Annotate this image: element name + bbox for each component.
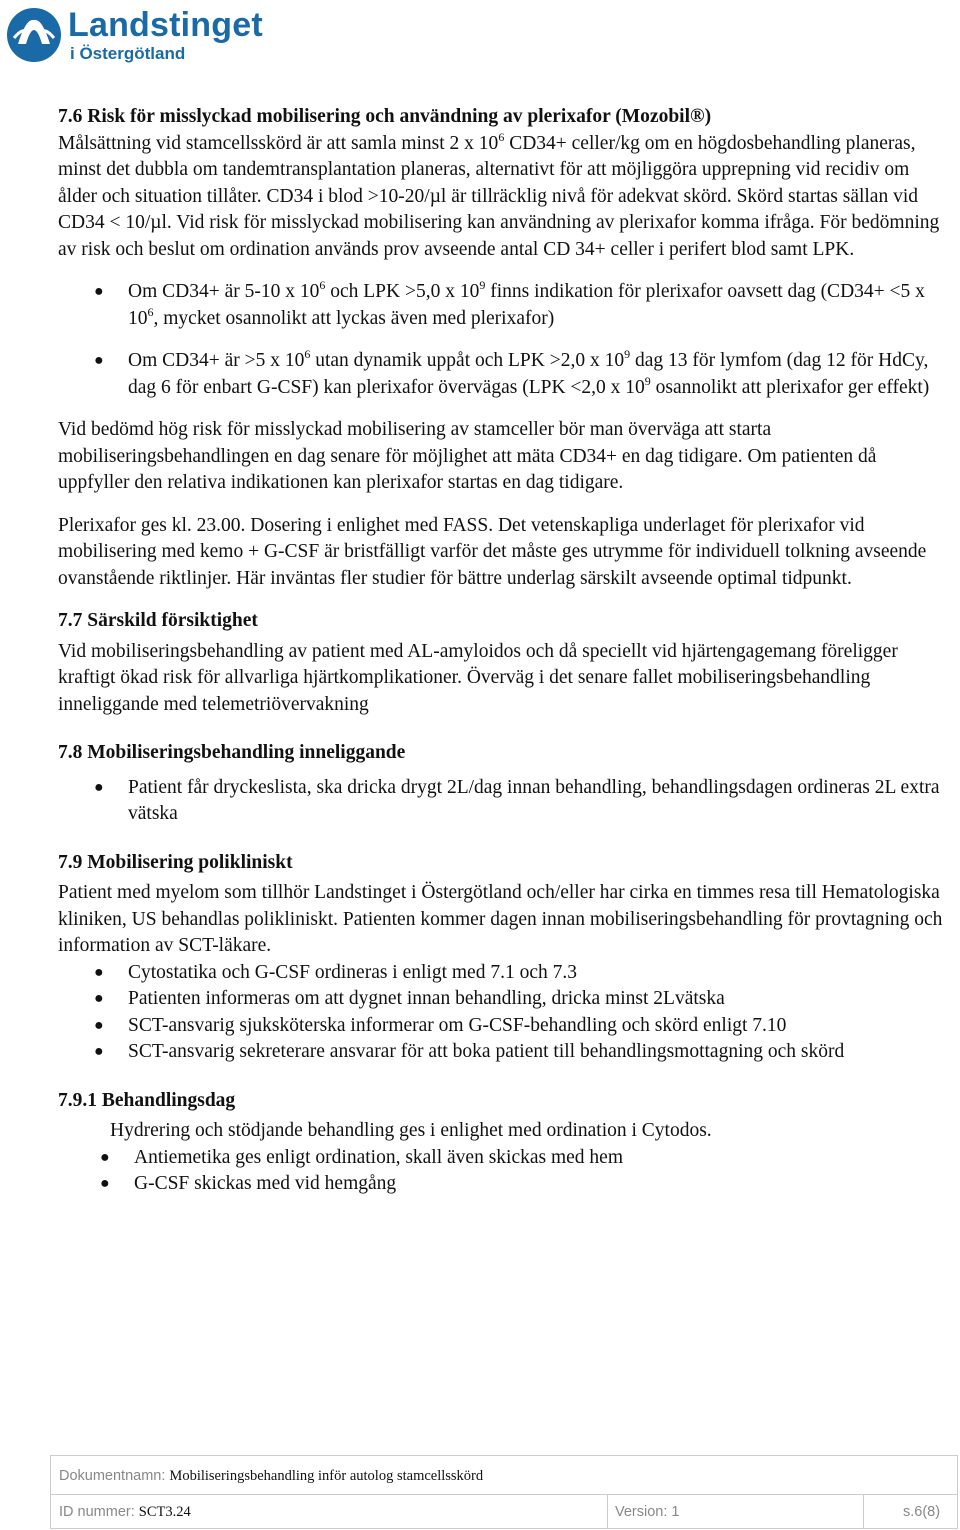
bullet-icon: ● xyxy=(100,1175,110,1192)
list-item: ● SCT-ansvarig sjuksköterska informerar om G-CSF-behandling och skörd enligt 7.10 xyxy=(58,1013,948,1040)
section-7-6-intro: Målsättning vid stamcellsskörd är att samla minst 2 x $10^6$ CD34+ celler/kg om en högdosbehandling planeras, minst det dubbla om tandemtransplantation planeras, alternativt för att möjliggöra upprepning vid recidiv om ålder och situation tillåter. CD34 i blod >10-20/µl är tillräcklig nivå för adekvat skörd. Skörd startas sällan vid CD34 < 10/µl. Vid risk för misslyckad mobilisering kan användning av plerixafor komma ifråga. För bedömning av risk och beslut om ordination används prov avseende antal CD 34+ celler i perifert blod samt LPK. xyxy=(58,129,940,260)
bullet-icon: ● xyxy=(94,1016,104,1034)
bullet-icon: ● xyxy=(100,1148,110,1166)
section-7-7-title: 7.7 Särskild försiktighet xyxy=(58,610,258,631)
bullet-icon: ● xyxy=(94,1043,104,1060)
document-body xyxy=(58,104,948,1198)
footer-document-name: Dokumentnamn: Mobiliseringsbehandling inför autolog stamcellsskörd xyxy=(59,1468,484,1484)
logo-title: Landstinget xyxy=(68,6,263,44)
footer-version: Version: 1 xyxy=(615,1504,680,1520)
footer-page-number: s.6(8) xyxy=(903,1504,941,1520)
section-7-9-list xyxy=(58,960,948,1066)
section-7-6-title: 7.6 Risk för misslyckad mobilisering och användning av plerixafor (Mozobil®) xyxy=(58,106,712,127)
section-7-6-criteria-list xyxy=(58,279,948,401)
list-item: ● SCT-ansvarig sekreterare ansvarar för att boka patient till behandlingsmottagning och skörd xyxy=(58,1039,948,1066)
section-7-9-title: 7.9 Mobilisering polikliniskt xyxy=(58,851,293,873)
bullet-icon: ● xyxy=(94,283,104,300)
section-7-8-title: 7.8 Mobiliseringsbehandling inneliggande xyxy=(58,742,406,763)
list-item: ● Om CD34+ är 5-10 x $10^6$ och LPK >5,0 x $10^9$ finns indikation för plerixafor oavsett dag (CD34+ <5 x $10^6$, mycket osannolikt att lyckas även med plerixafor) xyxy=(94,278,925,329)
bullet-icon: ● xyxy=(94,778,104,796)
bullet-icon: ● xyxy=(94,990,104,1007)
list-item: ● Cytostatika och G-CSF ordineras i enligt med 7.1 och 7.3 xyxy=(58,960,948,987)
section-7-6-risk-paragraph: Vid bedömd hög risk för misslyckad mobilisering av stamceller bör man överväga att starta mobiliseringsbehandlingen en dag senare för möjlighet att mäta CD34+ en dag tidigare. Om patienten då uppfyller den relativa indikationen kan plerixafor startas en dag tidigare. xyxy=(58,419,877,493)
logo xyxy=(4,4,284,70)
section-7-9-1-title: 7.9.1 Behandlingsdag xyxy=(58,1089,236,1111)
list-item: ● Patienten informeras om att dygnet innan behandling, dricka minst 2Lvätska xyxy=(58,986,948,1013)
list-item: ● Om CD34+ är >5 x $10^6$ utan dynamik uppåt och LPK >2,0 x $10^9$ dag 13 för lymfom (dag 12 för HdCy, dag 6 för enbart G-CSF) kan plerixafor övervägas (LPK <2,0 x $10^9$ osannolikt att plerixafor ger effekt) xyxy=(94,347,930,398)
list-item: ● Antiemetika ges enligt ordination, skall även skickas med hem xyxy=(58,1145,948,1172)
bullet-icon: ● xyxy=(94,352,104,369)
section-7-9-1-list xyxy=(58,1145,948,1198)
section-7-9-1-paragraph: Hydrering och stödjande behandling ges i enlighet med ordination i Cytodos. xyxy=(110,1120,712,1141)
section-7-6-dosing-paragraph: Plerixafor ges kl. 23.00. Dosering i enlighet med FASS. Det vetenskapliga underlaget för plerixafor vid mobilisering med kemo + G-CSF är bristfälligt varför det måste ges utrymme för individuell tolkning avseende ovanstående riktlinjer. Här inväntas fler studier för bättre underlag särskilt avseende optimal tidpunkt. xyxy=(58,514,927,589)
logo-emblem-icon xyxy=(4,4,64,66)
bullet-icon: ● xyxy=(94,963,104,981)
section-7-9-paragraph: Patient med myelom som tillhör Landstinget i Östergötland och/eller har cirka en timmes resa till Hematologiska kliniken, US behandlas polikliniskt. Patienten kommer dagen innan mobiliseringsbehandling för provtagning och information av SCT-läkare. xyxy=(58,882,943,956)
logo-subtitle: i Östergötland xyxy=(70,44,186,63)
footer-id-number: ID nummer: SCT3.24 xyxy=(59,1504,191,1520)
list-item: ● Patient får dryckeslista, ska dricka drygt 2L/dag innan behandling, behandlingsdagen ordineras 2L extra vätska xyxy=(94,776,940,824)
list-item: ● G-CSF skickas med vid hemgång xyxy=(58,1171,948,1198)
document-footer xyxy=(50,1455,958,1529)
section-7-8-list xyxy=(58,775,948,828)
section-7-7-paragraph: Vid mobiliseringsbehandling av patient med AL-amyloidos och då speciellt vid hjärtengagemang föreligger kraftigt ökad risk för allvarliga hjärtkomplikationer. Överväg i det senare fallet mobiliseringsbehandling inneliggande med telemetriövervakning xyxy=(58,640,898,715)
